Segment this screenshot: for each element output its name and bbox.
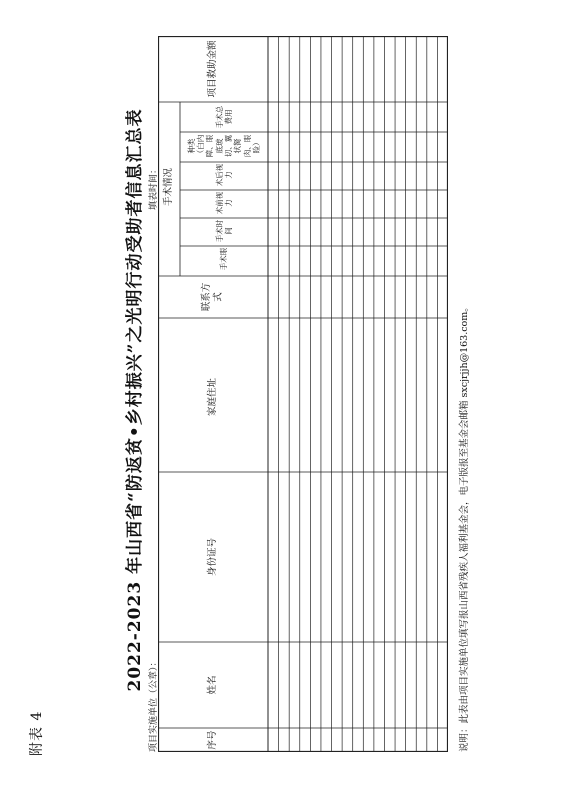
header-surgery-type: 种类（白内障、眼底玻切、翼状胬肉、眼睑） (186, 134, 262, 158)
header-surgery-eye: 手术眼 (219, 247, 229, 271)
header-seq: 序号 (207, 730, 219, 750)
fill-date-label: 填表时间： (149, 164, 159, 210)
header-surgery-time: 手术时间 (214, 219, 233, 243)
header-contact: 联系方式 (201, 282, 224, 312)
recipient-info-table (158, 36, 448, 752)
header-vision-before: 术前视力 (214, 191, 233, 215)
appendix-label: 附表 4 (29, 710, 45, 756)
header-id-number: 身份证号 (207, 538, 219, 577)
header-vision-after: 术后视力 (214, 163, 233, 187)
form-title: 2022-2023 年山西省“防返贫•乡村振兴”之光明行动受助者信息汇总表 (125, 108, 145, 692)
header-total-cost: 手术总费用 (214, 105, 233, 129)
implementing-unit-label: 项目实施单位（公章）： (149, 657, 159, 752)
footnote: 说明：此表由项目实施单位填写报山西省残疾人福利基金会，电子版报至基金会邮箱 sxcjrjjh@163.com。 (459, 302, 470, 752)
header-aid-amount: 项目救助金额 (207, 40, 219, 98)
header-name: 姓名 (207, 675, 219, 695)
header-surgery-group: 手术情况 (163, 168, 175, 207)
header-home-address: 家庭住址 (207, 378, 219, 417)
